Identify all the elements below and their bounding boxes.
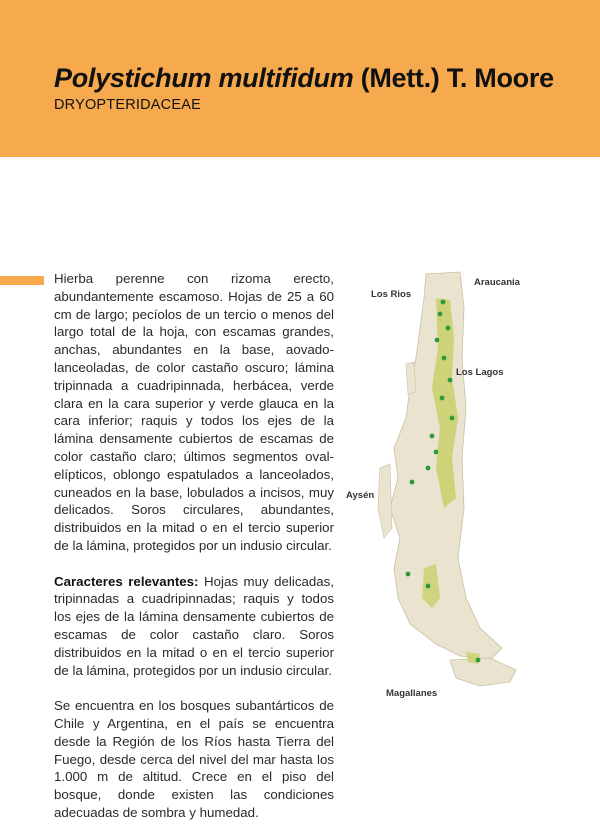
header-banner (0, 0, 600, 157)
occurrence-point (441, 300, 446, 305)
species-name: Polystichum multifidum (54, 63, 354, 93)
map-label-los-lagos: Los Lagos (456, 367, 504, 378)
map-label-magallanes: Magallanes (386, 688, 438, 699)
occurrence-point (450, 416, 455, 421)
occurrence-point (430, 434, 435, 439)
family-name: DRYOPTERIDACEAE (54, 97, 201, 113)
occurrence-point (446, 326, 451, 331)
species-author: (Mett.) T. Moore (353, 63, 554, 93)
occurrence-point (410, 480, 415, 485)
species-title (54, 62, 554, 94)
occurrence-point (426, 584, 431, 589)
occurrence-point (442, 356, 447, 361)
accent-bar (0, 276, 44, 285)
relevant-characters-paragraph (54, 573, 334, 680)
relevant-characters-label: Caracteres relevantes: (54, 573, 199, 589)
map-graphic (340, 268, 540, 698)
occurrence-point (426, 466, 431, 471)
occurrence-point (406, 572, 411, 577)
occurrence-point (476, 658, 481, 663)
occurrence-point (440, 396, 445, 401)
occurrence-point (434, 450, 439, 455)
archipelago-shape (378, 464, 392, 538)
chiloe-shape (406, 362, 416, 394)
occurrence-point (438, 312, 443, 317)
map-label-los-rios: Los Rios (371, 289, 412, 300)
relevant-characters-text: Hojas muy delicadas, tripinnadas a cuadripinnadas; raquis y todos los ejes de la lámina densamente cubiertos de escamas de color castaño claro. Soros distribuidos en la mitad o en el tercio superior de la lámina, protegidos por un indusio circular. (54, 573, 334, 678)
map-label-aysen: Aysén (346, 490, 375, 501)
description-paragraph: Hierba perenne con rizoma erecto, abundantemente escamoso. Hojas de 25 a 60 cm de largo; pecíolos de un tercio o menos del largo total de la hoja, con escamas grandes, anchas, abundantes en la base, aovado-lanceoladas, de color castaño oscuro; lámina tripinnada a cuadripinnada, herbácea, verde clara en la cara superior y verde glauca en la cara inferior; raquis y todos los ejes de la lámina densamente cubiertos de escamas de color castaño claro; últimos segmentos oval-elípticos, oblongo espatulados a lanceolados, cuneados en la base, lobulados a incisos, muy delicados. Soros circulares, abundantes, distribuidos en la mitad o en el tercio superior de la lámina, protegidos por un indusio circular. (54, 271, 334, 553)
description-column (54, 270, 334, 840)
distribution-map (340, 268, 540, 698)
map-label-araucania: Araucania (474, 277, 520, 288)
distribution-paragraph: Se encuentra en los bosques subantárticos de Chile y Argentina, en el país se encuentra desde la Región de los Ríos hasta Tierra del Fuego, desde cerca del nivel del mar hasta los 1.000 m de altitud. Crece en el piso del bosque, donde existen las condiciones adecuadas de sombra y humedad. (54, 698, 334, 820)
occurrence-point (435, 338, 440, 343)
island-shape (450, 658, 516, 686)
occurrence-point (448, 378, 453, 383)
